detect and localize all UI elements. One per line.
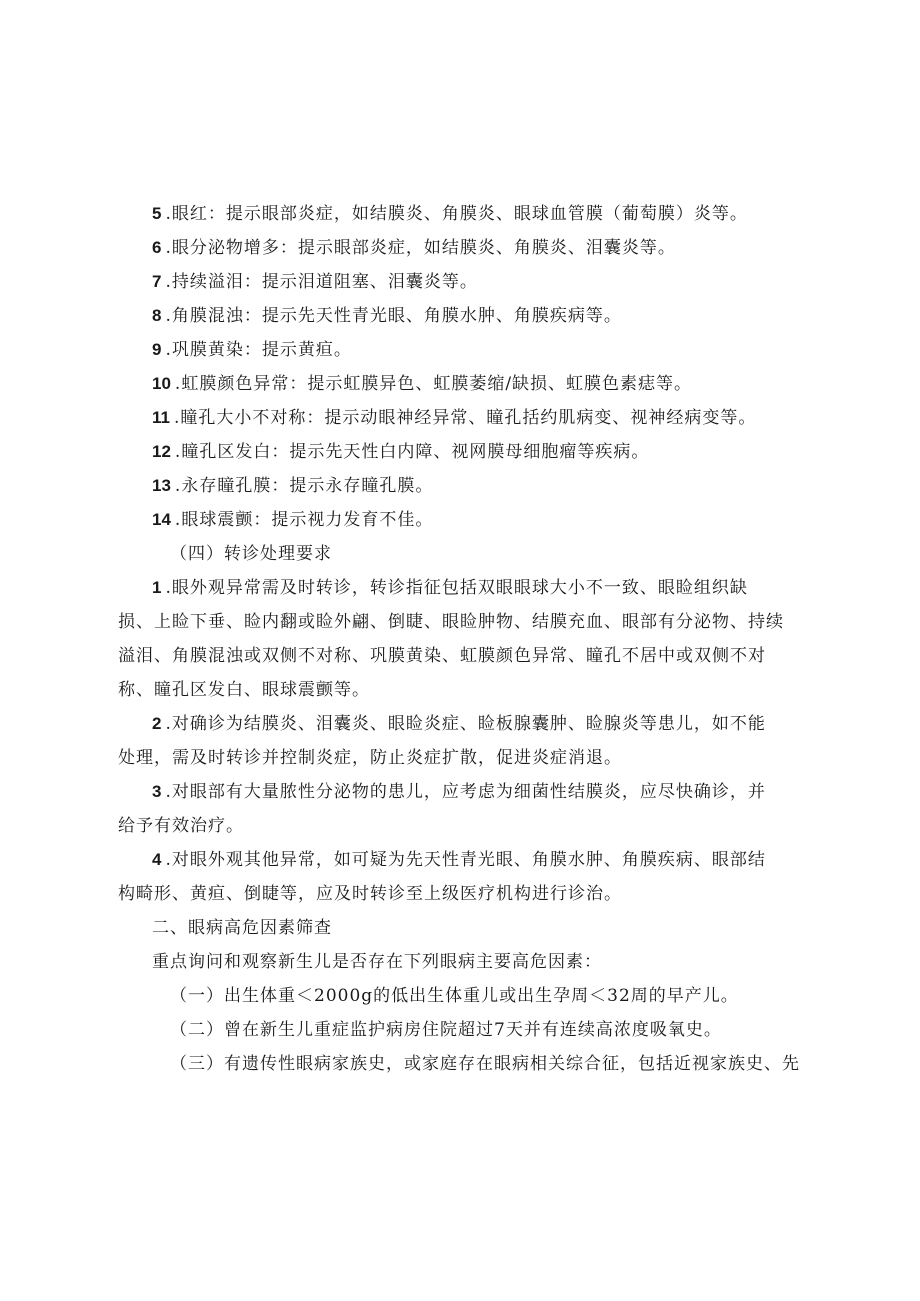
list-item: （三）有遗传性眼病家族史，或家庭存在眼病相关综合征，包括近视家族史、先 — [170, 1054, 800, 1074]
paragraph-line: 称、瞳孔区发白、眼球震颤等。 — [118, 680, 370, 700]
item-text: .虹膜颜色异常：提示虹膜异色、虹膜萎缩/缺损、虹膜色素痣等。 — [174, 374, 693, 394]
item-number: 13 — [152, 476, 171, 495]
item-number: 7 — [152, 272, 162, 291]
item-number: 5 — [152, 204, 162, 223]
list-item — [152, 202, 748, 226]
list-item: （二）曾在新生儿重症监护病房住院超过7天并有连续高浓度吸氧史。 — [170, 1020, 722, 1040]
list-item — [152, 474, 433, 498]
paragraph-line — [152, 848, 766, 872]
item-number: 12 — [152, 442, 171, 461]
item-text: .永存瞳孔膜：提示永存瞳孔膜。 — [174, 476, 434, 496]
paragraph-line — [152, 780, 766, 804]
paragraph-line: 给予有效治疗。 — [118, 816, 244, 836]
section-heading: （四）转诊处理要求 — [170, 544, 332, 564]
list-item — [152, 270, 478, 294]
item-text: .持续溢泪：提示泪道阻塞、泪囊炎等。 — [165, 272, 478, 292]
item-number: 6 — [152, 238, 162, 257]
list-item — [152, 372, 692, 396]
item-text: .巩膜黄染：提示黄疸。 — [165, 340, 352, 360]
list-item — [152, 304, 622, 328]
paragraph-text: .对确诊为结膜炎、泪囊炎、眼睑炎症、睑板腺囊肿、睑腺炎等患儿，如不能 — [165, 714, 766, 734]
item-number: 4 — [152, 850, 162, 869]
paragraph-line: 处理，需及时转诊并控制炎症，防止炎症扩散，促进炎症消退。 — [118, 748, 622, 768]
item-text: .角膜混浊：提示先天性青光眼、角膜水肿、角膜疾病等。 — [165, 306, 622, 326]
paragraph-line: 构畸形、黄疸、倒睫等，应及时转诊至上级医疗机构进行诊治。 — [118, 884, 622, 904]
list-item — [152, 406, 756, 430]
paragraph-text: .对眼部有大量脓性分泌物的患儿，应考虑为细菌性结膜炎，应尽快确诊，并 — [165, 782, 766, 802]
list-item: （一）出生体重＜2000g的低出生体重儿或出生孕周＜32周的早产儿。 — [170, 986, 739, 1006]
paragraph-line: 溢泪、角膜混浊或双侧不对称、巩膜黄染、虹膜颜色异常、瞳孔不居中或双侧不对 — [118, 646, 766, 666]
item-text: .瞳孔区发白：提示先天性白内障、视网膜母细胞瘤等疾病。 — [174, 442, 650, 462]
item-number: 11 — [152, 408, 170, 427]
paragraph-line: 重点询问和观察新生儿是否存在下列眼病主要高危因素： — [152, 952, 602, 972]
paragraph-line: 损、上睑下垂、睑内翻或睑外翩、倒睫、眼睑肿物、结膜充血、眼部有分泌物、持续 — [118, 612, 784, 632]
item-text: .眼分泌物增多：提示眼部炎症，如结膜炎、角膜炎、泪囊炎等。 — [165, 238, 676, 258]
list-item — [152, 338, 352, 362]
item-number: 1 — [152, 578, 162, 597]
item-number: 10 — [152, 374, 171, 393]
list-item — [152, 236, 676, 260]
paragraph-line — [152, 576, 748, 600]
paragraph-line — [152, 712, 766, 736]
item-text: .眼红：提示眼部炎症，如结膜炎、角膜炎、眼球血管膜（葡萄膜）炎等。 — [165, 204, 748, 224]
section-heading: 二、眼病高危因素筛查 — [152, 918, 332, 938]
item-number: 9 — [152, 340, 162, 359]
item-number: 14 — [152, 510, 171, 529]
list-item — [152, 508, 433, 532]
paragraph-text: .眼外观异常需及时转诊，转诊指征包括双眼眼球大小不一致、眼睑组织缺 — [165, 578, 748, 598]
item-number: 8 — [152, 306, 162, 325]
list-item — [152, 440, 649, 464]
item-text: .眼球震颤：提示视力发育不佳。 — [174, 510, 434, 530]
paragraph-text: .对眼外观其他异常，如可疑为先天性青光眼、角膜水肿、角膜疾病、眼部结 — [165, 850, 766, 870]
item-text: .瞳孔大小不对称：提示动眼神经异常、瞳孔括约肌病变、视神经病变等。 — [173, 408, 757, 428]
item-number: 3 — [152, 782, 162, 801]
item-number: 2 — [152, 714, 162, 733]
